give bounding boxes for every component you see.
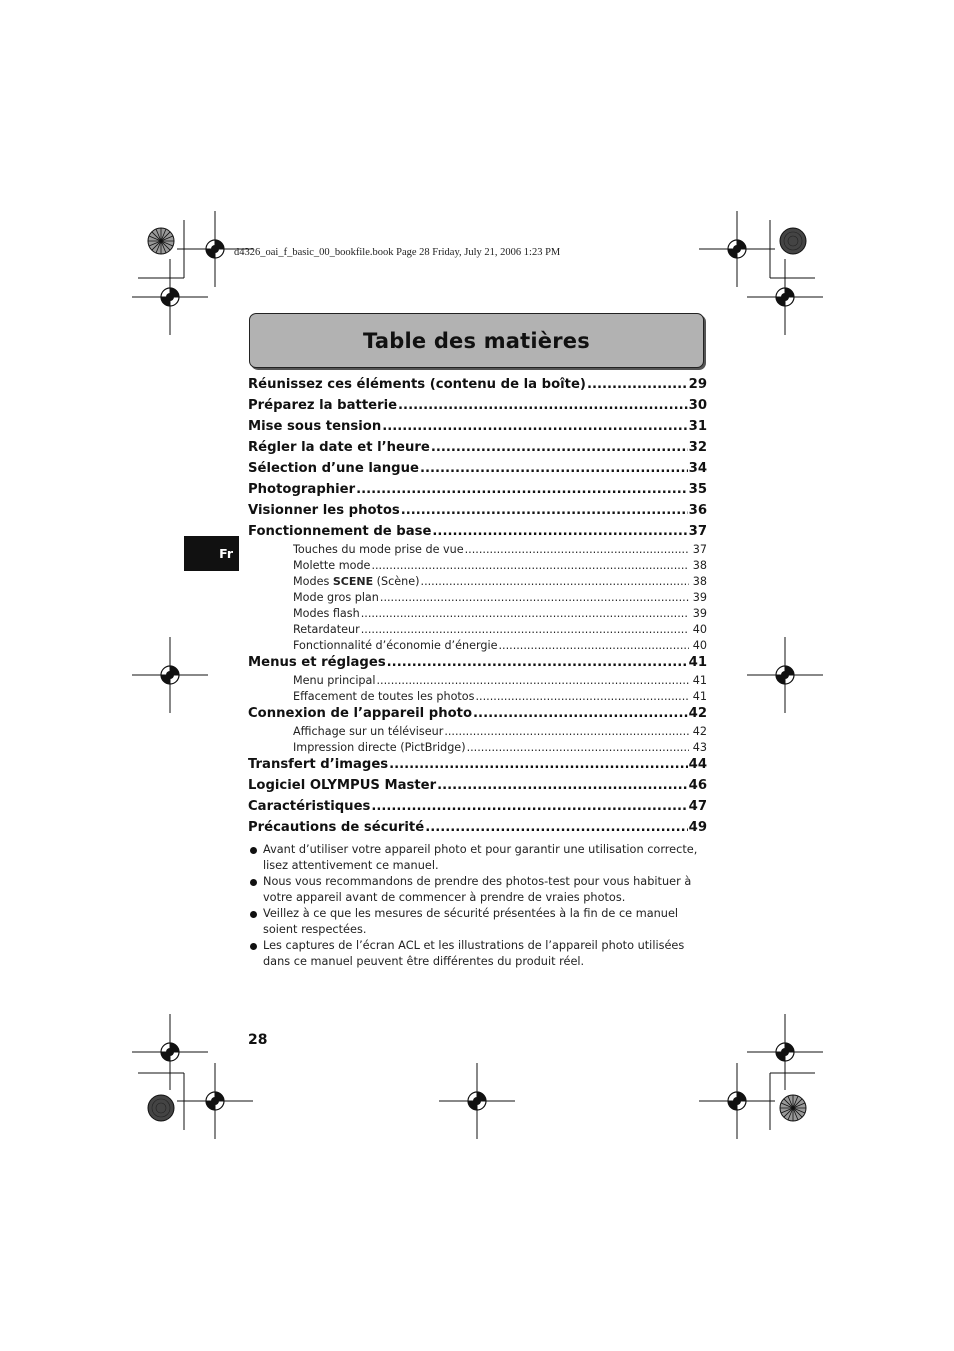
toc-page-number: 41 [692,690,707,703]
toc-entry-label: Modes SCENE (Scène) [293,575,420,588]
toc-entry[interactable] [248,655,707,673]
toc-entry-label: Logiciel OLYMPUS Master [248,778,437,793]
page-title: Table des matières [363,328,590,353]
toc-page-number: 49 [688,820,707,835]
toc-entry-label: Affichage sur un téléviseur [293,725,444,738]
toc-page-number: 41 [692,674,707,687]
toc-subentry[interactable] [293,543,707,558]
dot-leader [387,655,688,670]
toc-page-number: 30 [688,398,707,413]
scene-mode-label: SCENE [332,575,374,588]
dot-leader [401,503,688,518]
toc-entry[interactable] [248,820,707,838]
dot-leader [473,706,688,721]
toc-entry[interactable] [248,706,707,724]
note-text: Nous vous recommandons de prendre des photos-test pour vous habituer à votre appareil avant de commencer à prendre de vraies photos. [263,875,692,904]
toc-entry-label: Effacement de toutes les photos [293,690,475,703]
toc-entry-label: Mode gros plan [293,591,379,604]
toc-entry-label: Touches du mode prise de vue [293,543,464,556]
dot-leader [371,559,688,572]
dot-leader [475,690,688,703]
toc-entry[interactable] [248,377,707,395]
toc-entry[interactable] [248,398,707,416]
bullet-icon [250,911,257,918]
toc-entry-label: Photographier [248,482,356,497]
toc-entry[interactable] [248,757,707,775]
dot-leader [377,674,689,687]
toc-page-number: 34 [688,461,707,476]
dot-leader [425,820,687,835]
toc-entry[interactable] [248,778,707,796]
toc-subentry[interactable] [293,559,707,574]
toc-page-number: 40 [692,623,707,636]
bullet-icon [250,943,257,950]
toc-subentry[interactable] [293,591,707,606]
toc-page-number: 41 [688,655,707,670]
toc-entry[interactable] [248,440,707,458]
dot-leader [437,778,688,793]
toc-entry-label: Sélection d’une langue [248,461,419,476]
toc-page-number: 31 [688,419,707,434]
dot-leader [371,799,687,814]
toc-entry-label: Transfert d’images [248,757,389,772]
toc-entry[interactable] [248,524,707,542]
page-number: 28 [248,1032,268,1048]
toc-entry-label: Modes flash [293,607,360,620]
dot-leader [356,482,688,497]
toc-page-number: 37 [692,543,707,556]
dot-leader [420,461,688,476]
toc-entry-label: Connexion de l’appareil photo [248,706,473,721]
toc-page-number: 42 [692,725,707,738]
bullet-icon [250,847,257,854]
toc-subentry[interactable] [293,575,707,590]
language-tab: Fr [184,536,239,571]
note-item [248,938,710,970]
toc-subentry[interactable] [293,725,707,740]
toc-page-number: 42 [688,706,707,721]
note-item [248,906,710,938]
dot-leader [587,377,688,392]
dot-leader [465,543,689,556]
toc-entry-label: Menus et réglages [248,655,386,670]
toc-page-number: 47 [688,799,707,814]
toc-entry-label: Visionner les photos [248,503,400,518]
toc-subentry[interactable] [293,607,707,622]
toc-entry-label: Régler la date et l’heure [248,440,430,455]
toc-page-number: 46 [688,778,707,793]
toc-entry[interactable] [248,482,707,500]
toc-page-number: 35 [688,482,707,497]
toc-page-number: 38 [692,575,707,588]
toc-entry-label: Fonctionnalité d’économie d’énergie [293,639,498,652]
dot-leader [421,575,689,588]
toc-subentry[interactable] [293,639,707,654]
title-banner [249,313,704,368]
note-text: Avant d’utiliser votre appareil photo et pour garantir une utilisation correcte, lisez attentivement ce manuel. [263,843,698,872]
reg-mark-right [747,637,823,713]
dot-leader [380,591,689,604]
toc-entry-label: Caractéristiques [248,799,371,814]
toc-subentry[interactable] [293,623,707,638]
toc-entry-label: Fonctionnement de base [248,524,432,539]
crop-mark-bottom-right [699,1014,823,1139]
toc-entry-label: Impression directe (PictBridge) [293,741,466,754]
reg-mark-left [132,637,208,713]
dot-leader [432,524,687,539]
toc-entry[interactable] [248,461,707,479]
toc-entry[interactable] [248,503,707,521]
crop-mark-top-right [699,211,823,335]
toc-subentry[interactable] [293,741,707,756]
note-item [248,874,710,906]
dot-leader [389,757,688,772]
reg-mark-bottom-center [439,1063,515,1139]
crop-mark-bottom-left [132,1014,253,1139]
toc-subentry[interactable] [293,674,707,689]
toc-entry-label: Menu principal [293,674,376,687]
dot-leader [444,725,688,738]
toc-entry-label: Mise sous tension [248,419,382,434]
toc-entry-label: Retardateur [293,623,360,636]
toc-page-number: 29 [688,377,707,392]
toc-subentry[interactable] [293,690,707,705]
toc-page-number: 43 [692,741,707,754]
file-info-header: d4326_oai_f_basic_00_bookfile.book Page 28 Friday, July 21, 2006 1:23 PM [234,247,561,258]
toc-page-number: 39 [692,591,707,604]
toc-page-number: 36 [688,503,707,518]
dot-leader [398,398,688,413]
dot-leader [361,607,689,620]
bullet-icon [250,879,257,886]
toc-page-number: 32 [688,440,707,455]
toc-page-number: 38 [692,559,707,572]
toc-entry-label: Molette mode [293,559,371,572]
dot-leader [382,419,687,434]
dot-leader [467,741,689,754]
note-text: Les captures de l’écran ACL et les illustrations de l’appareil photo utilisées dans ce manuel peuvent être différentes du produit réel. [263,939,685,968]
dot-leader [431,440,688,455]
toc-entry[interactable] [248,799,707,817]
crop-mark-top-left [132,211,253,335]
toc-page-number: 37 [688,524,707,539]
toc-entry-label: Précautions de sécurité [248,820,425,835]
note-text: Veillez à ce que les mesures de sécurité présentées à la fin de ce manuel soient respectées. [263,907,679,936]
toc-entry[interactable] [248,419,707,437]
notes-list [248,842,710,970]
dot-leader [498,639,688,652]
toc-entry-label: Préparez la batterie [248,398,398,413]
toc-entry-label: Réunissez ces éléments (contenu de la boîte) [248,377,586,392]
toc-page-number: 44 [688,757,707,772]
toc-page-number: 40 [692,639,707,652]
note-item [248,842,710,874]
dot-leader [361,623,689,636]
toc-page-number: 39 [692,607,707,620]
